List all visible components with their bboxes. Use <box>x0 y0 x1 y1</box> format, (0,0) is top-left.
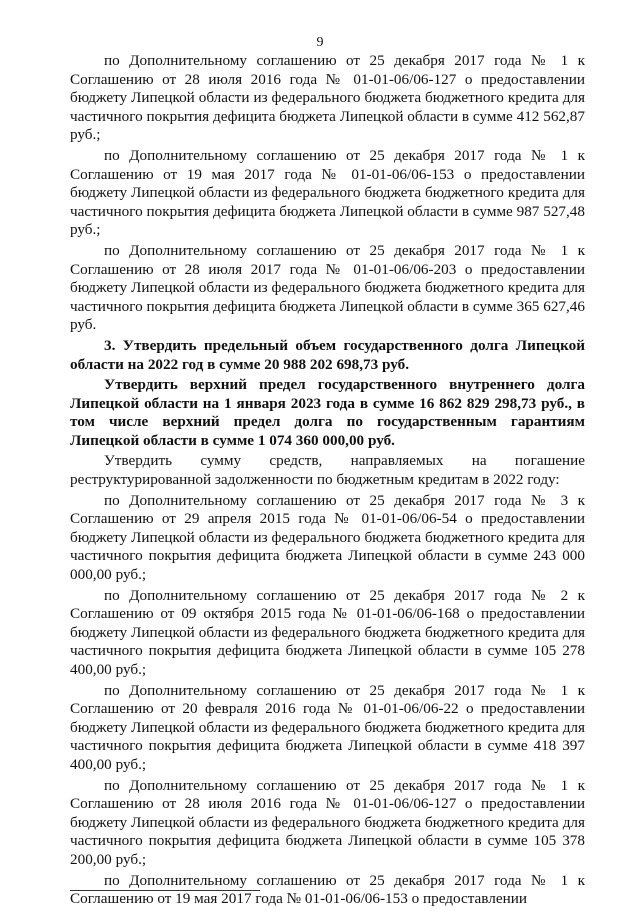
paragraph-restructured-168: по Дополнительному соглашению от 25 декабря 2017 года № 2 к Соглашению от 09 октября 2015 года № 01-01-06/06-168 о предоставлении бюджету Липецкой области из федерального бюджета бюджетного кредита для частичного покрытия дефицита бюджета Липецкой области в сумме 105 278 400,00 руб.; <box>70 586 585 678</box>
paragraph-restructured-54: по Дополнительному соглашению от 25 декабря 2017 года № 3 к Соглашению от 29 апреля 2015 года № 01-01-06/06-54 о предоставлении бюджету Липецкой области из федерального бюджета бюджетного кредита для частичного покрытия дефицита бюджета Липецкой области в сумме 243 000 000,00 руб.; <box>70 491 585 584</box>
paragraph-restructured-intro: Утвердить сумму средств, направляемых на погашение реструктурированной задолженности по бюджетным кредитам в 2022 году: <box>70 452 585 489</box>
paragraph-restructured-127: по Дополнительному соглашению от 25 декабря 2017 года № 1 к Соглашению от 28 июля 2016 года № 01-01-06/06-127 о предоставлении бюджету Липецкой области из федерального бюджета бюджетного кредита для частичного покрытия дефицита бюджета Липецкой области в сумме 105 378 200,00 руб.; <box>70 776 585 868</box>
footnote-divider <box>70 890 260 891</box>
paragraph-repayment-153: по Дополнительному соглашению от 25 декабря 2017 года № 1 к Соглашению от 19 мая 2017 года № 01-01-06/06-153 о предоставлении бюджету Липецкой области из федерального бюджета бюджетного кредита для частичного покрытия дефицита бюджета Липецкой области в сумме 987 527,48 руб.; <box>70 146 585 239</box>
paragraph-repayment-203: по Дополнительному соглашению от 25 декабря 2017 года № 1 к Соглашению от 28 июля 2017 года № 01-01-06/06-203 о предоставлении бюджету Липецкой области из федерального бюджета бюджетного кредита для частичного покрытия дефицита бюджета Липецкой области в сумме 365 627,46 руб. <box>70 241 585 334</box>
page-number: 9 <box>316 35 324 50</box>
document-body <box>70 52 585 911</box>
paragraph-upper-debt-limit: Утвердить верхний предел государственного внутреннего долга Липецкой области на 1 января 2023 года в сумме 16 862 829 298,73 руб., в том числе верхний предел долга по государственным гарантиям Липецкой области в сумме 1 074 360 000,00 руб. <box>70 376 585 449</box>
paragraph-debt-limit: 3. Утвердить предельный объем государственного долга Липецкой области на 2022 год в сумме 20 988 202 698,73 руб. <box>70 336 585 373</box>
paragraph-repayment-127: по Дополнительному соглашению от 25 декабря 2017 года № 1 к Соглашению от 28 июля 2016 года № 01-01-06/06-127 о предоставлении бюджету Липецкой области из федерального бюджета бюджетного кредита для частичного покрытия дефицита бюджета Липецкой области в сумме 412 562,87 руб.; <box>70 52 585 144</box>
paragraph-restructured-153: по Дополнительному соглашению от 25 декабря 2017 года № 1 к Соглашению от 19 мая 2017 года № 01-01-06/06-153 о предоставлении <box>70 871 585 908</box>
paragraph-restructured-22: по Дополнительному соглашению от 25 декабря 2017 года № 1 к Соглашению от 20 февраля 2016 года № 01-01-06/06-22 о предоставлении бюджету Липецкой области из федерального бюджета бюджетного кредита для частичного покрытия дефицита бюджета Липецкой области в сумме 418 397 400,00 руб.; <box>70 681 585 773</box>
